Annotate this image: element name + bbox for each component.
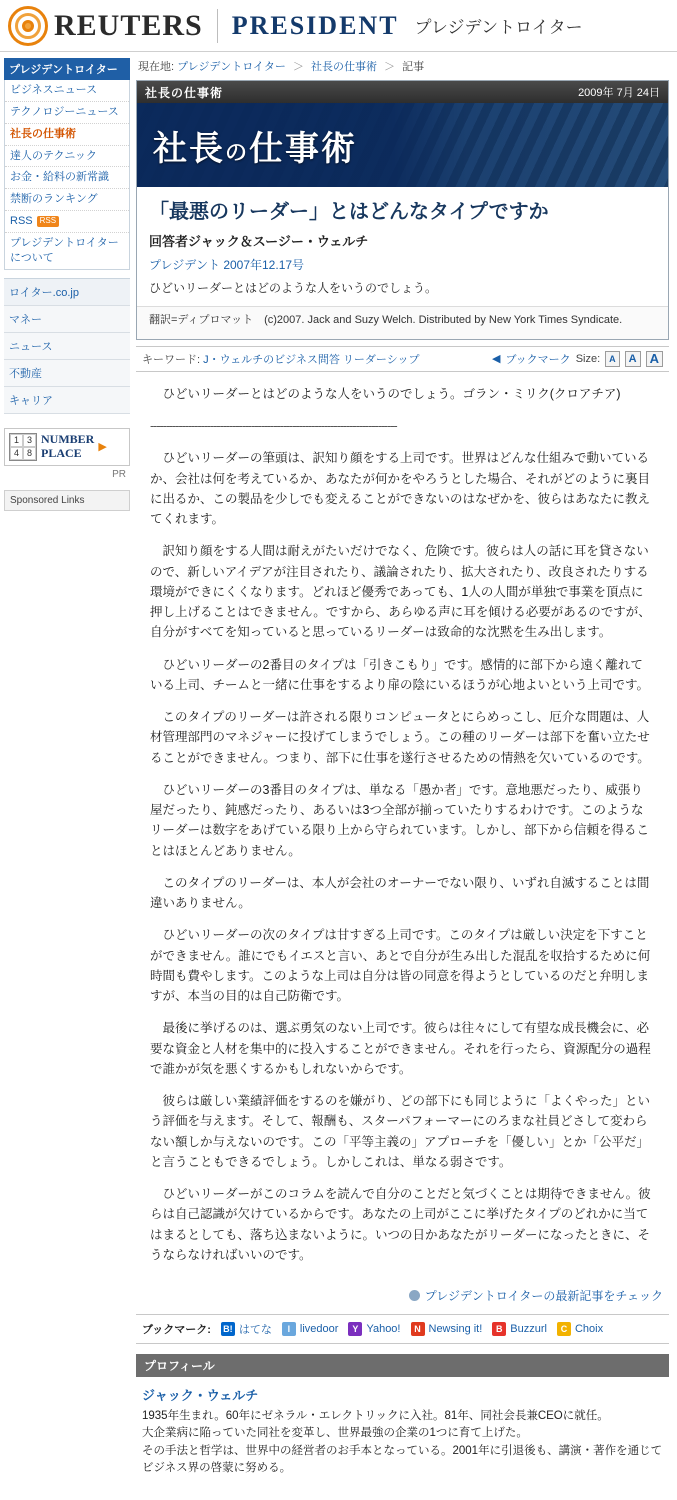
keyword-group xyxy=(142,351,419,367)
president-reuters-jp-label: プレジデントロイター xyxy=(414,18,583,37)
article-paragraph: 彼らは厳しい業績評価をするのを嫌がり、どの部下にも同じように「よくやった」という評価を与えます。そして、報酬も、スターパフォーマーにのろまな社員どさして変わらない額しか与えないのです。この「平等主義の」アプローチを「優しい」とか「公平だ」と言うこともできるでしょう。しかしこれは、単なる弱さです。 xyxy=(150,1094,651,1169)
keyword-label: キーワード: xyxy=(142,353,201,366)
breadcrumb xyxy=(136,52,669,80)
article-paragraph: このタイプのリーダーは、本人が会社のオーナーでない限り、いずれ自滅することは間違いありません。 xyxy=(150,875,650,911)
article-paragraph: 訳知り顔をする人間は耐えがたいだけでなく、危険です。彼らは人の話に耳を貸さないので、新しいアイデアが注目されたり、議論されたり、拡大されたり、改良されたりする環境ができにくくなります。どれほど優秀であっても、1人の人間が単独で事業を頂点に押し上げることはできません。ですから、あらゆる声に耳を傾ける必要があるのですが、自分がすべてを知っていると思っているリーダーは致命的な沈黙を生み出します。 xyxy=(150,544,651,640)
article-body xyxy=(136,372,669,1281)
choix-icon: C xyxy=(557,1322,571,1336)
bookmark-choix[interactable] xyxy=(557,1322,603,1336)
breadcrumb-item-2: 記事 xyxy=(402,61,425,73)
bookmark-yahoo-label: Yahoo! xyxy=(366,1323,401,1336)
keyword-tags[interactable]: J・ウェルチのビジネス問答 リーダーシップ xyxy=(203,353,420,366)
profile-line: 1935年生まれ。60年にゼネラル・エレクトリックに入社。81年、同社会長兼CEOに就任。 xyxy=(142,1410,609,1423)
article-category-title: 社長の仕事術 xyxy=(145,85,224,100)
article-paragraph: ひどいリーダーの次のタイプは甘すぎる上司です。このタイプは厳しい決定を下すことができません。誰にでもイエスと言い、あとで自分が生み出した混乱を収拾するために何時間も費やします。このような上司は自分は皆の同意を得ようとしているのだと弁明しますが、本当の目的は自己防衛です。 xyxy=(150,928,651,1004)
article-hero-image xyxy=(137,103,668,187)
article-author: 回答者ジャック＆スージー・ウェルチ xyxy=(149,234,369,249)
article-intro: ひどいリーダーとはどのような人をいうのでしょう。ゴラン・ミリク(クロアチア) xyxy=(162,386,621,401)
bookmark-buzzurl-label: Buzzurl xyxy=(510,1323,547,1336)
sponsored-links-box: Sponsored Links xyxy=(4,490,130,511)
bookmark-row-title: ブックマーク: xyxy=(142,1324,211,1337)
number-place-ad[interactable] xyxy=(4,428,130,466)
reuters-dot-logo-icon xyxy=(8,6,48,46)
sidebar-item-rss-label: RSS xyxy=(10,215,33,228)
content-column xyxy=(134,52,677,1489)
breadcrumb-item-1[interactable]: 社長の仕事術 xyxy=(310,61,377,73)
sidebar-item-technology-news[interactable]: テクノロジーニュース xyxy=(5,102,129,124)
rss-icon: RSS xyxy=(37,216,59,227)
hero-title-b: の xyxy=(225,139,250,165)
sidebar-item-rss[interactable] xyxy=(5,211,129,233)
sidebar-item-president-work[interactable]: 社長の仕事術 xyxy=(5,124,129,146)
number-cell-2: 3 xyxy=(23,434,36,447)
bookmark-buzzurl[interactable] xyxy=(492,1322,547,1336)
latest-articles-link[interactable] xyxy=(136,1281,669,1314)
article-issue[interactable]: プレジデント 2007年12.17号 xyxy=(149,258,305,272)
number-cell-3: 4 xyxy=(10,447,23,460)
hatena-icon: B! xyxy=(221,1322,235,1336)
sidebar-item-business-news[interactable]: ビジネスニュース xyxy=(5,80,129,102)
article-credit: 翻訳=ディプロマット (c)2007. Jack and Suzy Welch. Distributed by New York Times Syndicate. xyxy=(137,306,668,339)
breadcrumb-prefix: 現在地: xyxy=(138,61,175,73)
article-date: 2009年 7月 24日 xyxy=(578,87,660,99)
bookmark-newsing-label: Newsing it! xyxy=(428,1323,483,1336)
article-header-box xyxy=(136,80,669,340)
bookmark-livedoor-label: livedoor xyxy=(299,1323,339,1336)
president-wordmark: PRESIDENT xyxy=(231,10,399,40)
font-size-medium-button[interactable]: A xyxy=(625,351,641,367)
number-place-title2: PLACE xyxy=(41,445,82,460)
pr-label: PR xyxy=(112,468,126,480)
hero-title-a: 社長 xyxy=(153,130,225,168)
article-paragraph: ひどいリーダーがこのコラムを読んで自分のことだと気づくことは期待できません。彼らは自己認識が欠けているからです。あなたの上司がここに挙げたタイプのどれかに当てはまるとしても、落ち込まないように。いつの日かあなたがリーダーになったときに、そうならなければいいのです。 xyxy=(150,1187,651,1262)
sidebar-link-realestate[interactable]: 不動産 xyxy=(4,360,130,387)
bookmark-row xyxy=(136,1314,669,1344)
bookmark-choix-label: Choix xyxy=(574,1323,604,1336)
breadcrumb-separator-0: ＞ xyxy=(292,61,304,73)
bookmark-link[interactable]: ブックマーク xyxy=(505,353,571,366)
hero-title-c: 仕事術 xyxy=(249,130,358,168)
sidebar-link-money[interactable]: マネー xyxy=(4,306,130,333)
article-headline: 「最悪のリーダー」とはどんなタイプですか xyxy=(149,201,549,223)
buzzurl-icon: B xyxy=(492,1322,506,1336)
profile-name[interactable]: ジャック・ウェルチ xyxy=(142,1388,259,1404)
profile-section-title: プロフィール xyxy=(136,1354,669,1377)
yahoo-icon: Y xyxy=(348,1322,362,1336)
article-paragraph: このタイプのリーダーは許される限りコンピュータとにらめっこし、厄介な問題は、人材管理部門のマネジャーに投げてしまうでしょう。この種のリーダーは部下を奮い立たせることができません。つまり、部下に仕事を遂行させるための情熱を欠いているのです。 xyxy=(150,710,650,765)
header-divider xyxy=(217,9,218,43)
profile-line: 大企業病に陥っていた同社を変革し、世界最強の企業の1つに育て上げた。 xyxy=(142,1427,528,1440)
bookmark-icon[interactable]: ◀ xyxy=(491,353,501,366)
article-lead: ひどいリーダーとはどのような人をいうのでしょう。 xyxy=(149,281,438,295)
number-cell-4: 8 xyxy=(23,447,36,460)
profile-line: その手法と哲学は、世界中の経営者のお手本となっている。2001年に引退後も、講演・著作を通じてビジネス界の啓蒙に努める。 xyxy=(142,1444,663,1474)
bookmark-hatena-label: はてな xyxy=(238,1324,272,1337)
article-paragraph: 最後に挙げるのは、選ぶ勇気のない上司です。彼らは往々にして有望な成長機会に、必要な資金と人材を集中的に投入することができません。それを行ったら、資源配分の過程で誰かが気を悪くするかもしれないからです。 xyxy=(150,1021,651,1076)
keyword-bar xyxy=(136,346,669,372)
bookmark-hatena[interactable] xyxy=(221,1321,272,1337)
play-arrow-icon[interactable]: ▶ xyxy=(98,441,107,454)
font-size-large-button[interactable]: A xyxy=(646,351,663,367)
article-rule: ------------------------------------------------------------------------------ xyxy=(150,419,397,434)
profile-text xyxy=(136,1408,669,1489)
size-label: Size: xyxy=(575,352,601,365)
breadcrumb-separator-1: ＞ xyxy=(384,61,396,73)
bookmark-yahoo[interactable] xyxy=(348,1322,400,1336)
article-category-bar xyxy=(137,81,668,103)
sidebar-nav xyxy=(4,80,130,270)
font-size-small-button[interactable]: A xyxy=(605,351,620,367)
sidebar-item-money-salary[interactable]: お金・給料の新常識 xyxy=(5,167,129,189)
hero-title xyxy=(137,121,357,170)
article-paragraph: ひどいリーダーの2番目のタイプは「引きこもり」です。感情的に部下から遠く離れている上司、チームと一緒に仕事をするより扉の陰にいるほうが心地よいという上司です。 xyxy=(150,657,650,692)
number-grid-icon xyxy=(9,433,37,461)
sidebar-link-reuters-cojp[interactable]: ロイター.co.jp xyxy=(4,279,130,306)
number-cell-1: 1 xyxy=(10,434,23,447)
number-place-title: NUMBER xyxy=(41,432,95,447)
sidebar-item-ranking[interactable]: 禁断のランキング xyxy=(5,189,129,211)
reuters-wordmark: REUTERS xyxy=(54,8,203,42)
bookmark-livedoor[interactable] xyxy=(282,1322,339,1336)
sidebar-external-links xyxy=(4,278,130,414)
sidebar-title: プレジデントロイター xyxy=(4,58,130,80)
sidebar-link-news[interactable]: ニュース xyxy=(4,333,130,360)
article-paragraph: ひどいリーダーの筆頭は、訳知り顔をする上司です。世界はどんな仕組みで動いているか、会社は何を考えているか、あなたが何かをやろうとした場合、それがどのように裏目に出るか、この製品を少しでも変えることができないのはなぜかを、彼らはあなたに教えてくれます。 xyxy=(150,451,651,527)
number-place-text xyxy=(41,433,94,459)
sidebar-link-career[interactable]: キャリア xyxy=(4,387,130,414)
sidebar xyxy=(0,52,134,511)
newsing-icon: N xyxy=(411,1322,425,1336)
livedoor-icon: l xyxy=(282,1322,296,1336)
site-header xyxy=(0,0,677,52)
sidebar-item-about[interactable]: プレジデントロイターについて xyxy=(10,236,119,264)
article-paragraph: ひどいリーダーの3番目のタイプは、単なる「愚か者」です。意地悪だったり、威張り屋だったり、鈍感だったり、あるいは3つ全部が揃っていたりするわけです。このようなリーダーは数字をあげている限り上から守られています。しかし、部下から信頼を得ることはほとんどありません。 xyxy=(150,782,650,858)
bookmark-newsing[interactable] xyxy=(411,1322,483,1336)
article-tools xyxy=(492,351,663,367)
arrow-circle-icon xyxy=(409,1290,420,1301)
main-layout xyxy=(0,52,677,1489)
breadcrumb-item-0[interactable]: プレジデントロイター xyxy=(177,61,286,73)
sidebar-item-expert-technique[interactable]: 達人のテクニック xyxy=(5,146,129,168)
latest-articles-label: プレジデントロイターの最新記事をチェック xyxy=(424,1289,663,1304)
